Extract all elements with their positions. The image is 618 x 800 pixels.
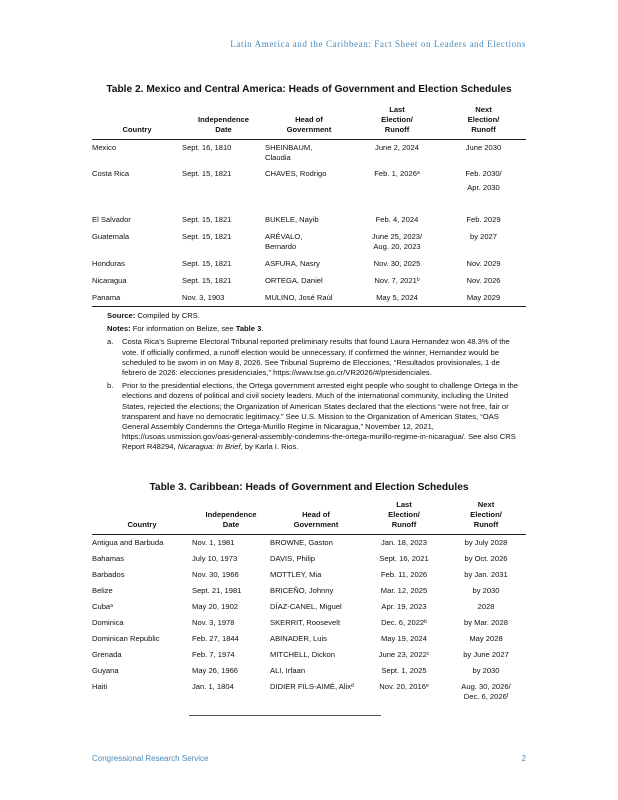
table-3-reference: Table 3 (235, 324, 262, 334)
cell-head: DIDIER FILS-AIMÉ, Alix$^d$ (270, 681, 354, 691)
cell-next: Nov. 2026 (466, 275, 501, 285)
cell-next: Nov. 2029 (466, 258, 501, 268)
cell-last: Jan. 18, 2023 (380, 538, 428, 547)
cell-independence: Sept. 15, 1821 (182, 258, 232, 268)
cell-last: Feb. 1, 2026$^a$ (374, 168, 420, 178)
cell-last: June 25, 2023/ Aug. 20, 2023 (371, 231, 423, 251)
cell-head: BUKELE, Nayib (265, 214, 319, 224)
cell-head: CHAVES, Rodrigo (265, 168, 327, 178)
cell-country: Honduras (92, 258, 125, 268)
cell-next: June 2030 (465, 143, 502, 152)
cell-country: Guyana (92, 665, 119, 675)
cell-head: MOTTLEY, Mia (270, 569, 322, 579)
cell-last: June 2, 2024 (375, 143, 419, 152)
col-header-next-election: Next Election/ Runoff (470, 500, 502, 529)
cell-country: El Salvador (92, 214, 131, 224)
table-2 (92, 105, 526, 307)
cell-next: Aug. 30, 2026/ Dec. 6, 2026$^f$ (461, 681, 511, 701)
cell-last: Feb. 11, 2026 (380, 569, 428, 579)
col-header-independence: Independence Date (197, 115, 250, 134)
footnote-marker: c (426, 650, 430, 657)
cell-country: Panama (92, 292, 121, 302)
footer-publisher: Congressional Research Service (92, 754, 209, 763)
cell-country: Antigua and Barbuda (92, 538, 164, 547)
cell-country: Mexico (92, 143, 117, 152)
cell-country: Bahamas (92, 553, 125, 563)
cell-last: Nov. 30, 2025 (373, 258, 421, 268)
cell-independence: Sept. 21, 1981 (192, 585, 242, 595)
cell-next: by Mar. 2028 (464, 617, 508, 627)
col-header-country: Country (127, 520, 157, 529)
cell-next: 2028 (477, 601, 495, 611)
cell-last: Nov. 7, 2021$^b$ (374, 275, 420, 285)
table-row (92, 290, 526, 307)
source-line: Source: Compiled by CRS. (107, 311, 200, 320)
page-number: 2 (521, 754, 526, 763)
col-header-head: Head of Government (286, 115, 332, 134)
cell-next: by Oct. 2026 (464, 553, 508, 563)
cell-head: BRICEÑO, Johnny (270, 585, 334, 595)
cell-next: by Jan. 2031 (464, 569, 508, 579)
cell-country: Dominica (92, 617, 124, 627)
cell-country: Haiti (92, 681, 108, 691)
cell-country: Costa Rica (92, 168, 130, 178)
cell-independence: May 26, 1966 (192, 665, 239, 675)
note-a: a. Costa Rica’s Supreme Electoral Tribunal reported preliminary results that found Laura Hernandez won 48.3% of the vote. If officially confirmed, a runoff election would be unnecessary. If confirmed the winner, Hernandez would be scheduled to be sworn in on May 8, 2026. See Tribunal Supremo de Elecciones, “Resultados provisionales, 1 de febrero de 2026: elecciones presidenciales,” https://www.tse.go.cr/VR2026/#/presidenciales. (107, 337, 510, 378)
table-row (92, 599, 526, 615)
table-row (92, 679, 526, 705)
table-2-header-row (92, 105, 526, 140)
footnote-marker: f (506, 692, 509, 699)
cell-head: BROWNE, Gaston (270, 538, 333, 547)
table-row (92, 631, 526, 647)
cell-next: by 2030 (472, 665, 500, 675)
cell-last: Sept. 1, 2025 (381, 665, 427, 675)
cell-country: Guatemala (92, 231, 130, 241)
table-row (92, 140, 526, 166)
table-row (92, 256, 526, 273)
table-row (92, 229, 526, 256)
cell-head: ABINADER, Luis (270, 633, 327, 643)
cell-next: Feb. 2030/ Apr. 2030 (465, 168, 502, 192)
table-row (92, 212, 526, 229)
cell-independence: Nov. 3, 1978 (192, 617, 235, 627)
table-row (92, 273, 526, 290)
cell-independence: Sept. 16, 1810 (182, 143, 232, 152)
cell-last: June 23, 2022$^c$ (378, 649, 430, 659)
cell-country: Nicaragua (92, 275, 127, 285)
table-row (92, 663, 526, 679)
cell-next: Feb. 2029 (466, 214, 501, 224)
cell-last: Mar. 12, 2025 (380, 585, 428, 595)
cell-last: May 5, 2024 (376, 292, 418, 302)
table-row (92, 166, 526, 212)
col-header-next-election: Next Election/ Runoff (467, 105, 500, 134)
cell-independence: Feb. 7, 1974 (192, 649, 235, 659)
cell-next: by July 2028 (464, 538, 508, 547)
cell-head: ARÉVALO, Bernardo (265, 231, 303, 251)
cell-head: DAVIS, Philip (270, 553, 316, 563)
table-continuation-rule (189, 715, 381, 716)
table-3-header-row (92, 500, 526, 535)
cell-last: Apr. 19, 2023 (381, 601, 427, 611)
table-3 (92, 500, 526, 705)
table-row (92, 551, 526, 567)
table-2-title: Table 2. Mexico and Central America: Heads of Government and Election Schedules (106, 84, 512, 95)
cell-next: by 2027 (469, 231, 498, 241)
footnote-marker: e (425, 682, 429, 689)
cell-head: SHEINBAUM, Claudia (265, 143, 313, 162)
cell-country: Belize (92, 585, 113, 595)
cell-head: DÍAZ-CANEL, Miguel (270, 601, 342, 611)
cell-independence: Sept. 15, 1821 (182, 168, 232, 178)
table-row (92, 647, 526, 663)
cell-independence: Jan. 1, 1804 (192, 681, 234, 691)
cell-independence: Sept. 15, 1821 (182, 214, 232, 224)
col-header-independence: Independence Date (205, 510, 257, 529)
footnote-marker: a (110, 602, 113, 609)
cell-last: Dec. 6, 2022$^b$ (381, 617, 427, 627)
cell-independence: Feb. 27, 1844 (192, 633, 239, 643)
footnote-marker: a (416, 169, 420, 176)
footnote-marker: b (416, 276, 420, 283)
note-b: b. Prior to the presidential elections, the Ortega government arrested eight people who sought to challenge Ortega in the elections and dozens of political and civil society leaders. Much of the international community, including the United States, rejected the elections; the Organization of American States declared that the elections “were not free, fair or transparent and have no democratic legitimacy.” See U.S. Mission to the Organization of American States, “OAS General Assembly Condemns the Ortega-Murillo Regime in Nicaragua,” November 12, 2021, https://usoas.usmission.gov/oas-general-assembly-condemns-the-ortega-murillo-regime-in-nicaragua/. See also CRS Report R48294, Nicaragua: In Brief, by Karla I. Rios. (107, 381, 518, 452)
cell-head: MULINO, José Raúl (265, 292, 333, 302)
cell-country: Dominican Republic (92, 633, 160, 643)
cell-independence: Sept. 15, 1821 (182, 275, 232, 285)
cell-independence: Nov. 3, 1903 (182, 292, 225, 302)
cell-independence: May 20, 1902 (192, 601, 239, 611)
table-row (92, 615, 526, 631)
cell-next: by June 2027 (463, 649, 509, 659)
cell-next: May 2028 (469, 633, 503, 643)
footnote-marker: d (351, 682, 354, 689)
cell-last: Sept. 16, 2021 (379, 553, 429, 563)
table-row (92, 535, 526, 551)
cell-next: by 2030 (472, 585, 500, 595)
table-row (92, 583, 526, 599)
footnote-marker: b (424, 618, 427, 625)
col-header-last-election: Last Election/ Runoff (388, 500, 420, 529)
cell-head: ORTEGA, Daniel (265, 275, 323, 285)
cell-country: Grenada (92, 649, 122, 659)
table-row (92, 567, 526, 583)
running-header: Latin America and the Caribbean: Fact Sheet on Leaders and Elections (230, 39, 526, 49)
cell-last: May 19, 2024 (380, 633, 427, 643)
cell-independence: Nov. 30, 1966 (192, 569, 239, 579)
col-header-country: Country (122, 125, 152, 134)
cell-last: Feb. 4, 2024 (375, 214, 419, 224)
cell-independence: Nov. 1, 1981 (192, 538, 235, 547)
cell-head: MITCHELL, Dickon (270, 649, 335, 659)
cell-country: Cuba$^a$ (92, 601, 113, 611)
cell-independence: July 10, 1973 (192, 553, 238, 563)
notes-line: Notes: For information on Belize, see Table 3. (107, 324, 264, 334)
cell-head: SKERRIT, Roosevelt (270, 617, 341, 627)
cell-next: May 2029 (466, 292, 501, 302)
col-header-head: Head of Government (293, 510, 339, 529)
col-header-last-election: Last Election/ Runoff (381, 105, 413, 134)
cell-last: Nov. 20, 2016e (379, 681, 429, 691)
cell-independence: Sept. 15, 1821 (182, 231, 232, 241)
table-3-title: Table 3. Caribbean: Heads of Government and Election Schedules (149, 482, 469, 493)
cell-country: Barbados (92, 569, 125, 579)
cell-head: ALI, Irfaan (270, 665, 306, 675)
cell-head: ASFURA, Nasry (265, 258, 320, 268)
table-2-notes (107, 311, 519, 453)
